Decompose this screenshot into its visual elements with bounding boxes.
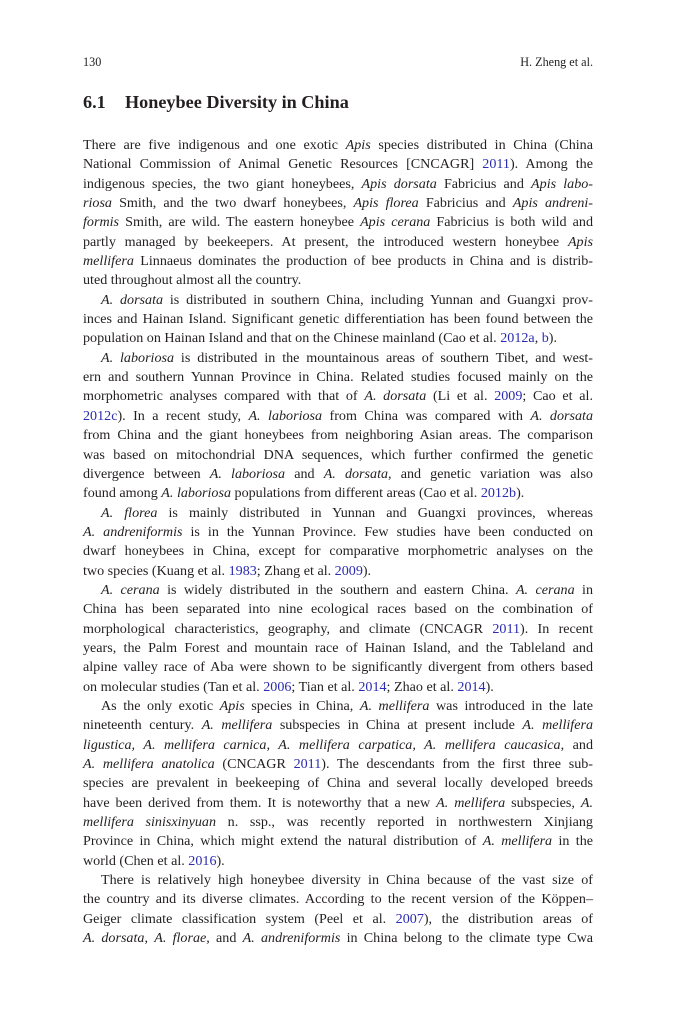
text-run: ; Zhang et al. [256, 562, 335, 579]
text-line [83, 387, 593, 406]
text-run: ; Tian et al. [291, 678, 359, 695]
text-line [83, 774, 593, 793]
italic-text: A. mellifera [522, 717, 593, 734]
text-run: Fabricius is both wild and [430, 214, 594, 231]
text-run: , and [206, 930, 243, 947]
text-run: National Commission of Animal Genetic Resources [CNCAGR] [83, 156, 483, 173]
italic-text: A. dorsata [530, 407, 593, 424]
italic-text: A. dorsata [323, 465, 389, 482]
italic-text: mellifera [83, 253, 134, 270]
text-line [83, 407, 593, 426]
text-line [83, 542, 593, 561]
text-run: subspecies, [505, 794, 581, 811]
italic-text: A. mellifera [201, 717, 273, 734]
citation-link[interactable]: 2012a [500, 330, 535, 347]
text-run: ). [548, 330, 557, 347]
paragraph [83, 697, 593, 871]
text-run: alpine valley race of Aba were shown to be significantly divergent from others based [83, 659, 593, 676]
paragraph [83, 504, 593, 581]
paragraph [83, 581, 593, 697]
italic-text: Apis florea [353, 195, 419, 212]
citation-link[interactable]: 2016 [188, 852, 217, 869]
text-run: populations from different areas (Cao et al. [231, 485, 481, 502]
text-run: Smith, are wild. The eastern honeybee [119, 214, 361, 231]
text-line [83, 213, 593, 232]
text-run: There are five indigenous and one exotic [83, 137, 346, 153]
text-line [83, 852, 593, 871]
italic-text: A. andreniformis [242, 930, 341, 947]
text-run: Smith, and the two dwarf honeybees, [111, 195, 354, 212]
text-run: found among [83, 485, 162, 502]
citation-link[interactable]: 2009 [334, 562, 363, 579]
citation-link[interactable]: b [541, 330, 549, 347]
italic-text: formis [83, 214, 120, 231]
text-run: two species (Kuang et al. [83, 562, 229, 579]
text-run: in the [552, 833, 593, 850]
citation-link[interactable]: 2007 [395, 910, 424, 927]
italic-text: A. mellifera anatolica [83, 756, 215, 772]
text-line [83, 175, 593, 194]
citation-link[interactable]: 2012c [83, 407, 118, 424]
paragraph [83, 291, 593, 349]
italic-text: Apis labo- [531, 175, 593, 192]
text-run: on molecular studies (Tan et al. [83, 678, 264, 695]
section-number: 6.1 [83, 92, 106, 112]
text-run: years, the Palm Forest and mountain race of Hainan Island, and the Tableland and [83, 639, 593, 656]
text-line [83, 890, 593, 909]
text-line [83, 271, 593, 290]
citation-link[interactable]: 2014 [358, 678, 387, 695]
italic-text: Apis andreni- [512, 195, 593, 212]
text-run: Fabricius and [436, 175, 532, 192]
italic-text: Apis [219, 697, 245, 714]
text-run: and [285, 465, 324, 482]
text-run: n. ssp., was recently reported in northwestern Xinjiang [216, 814, 593, 831]
text-line [83, 929, 593, 948]
text-line [83, 910, 593, 929]
text-line [83, 639, 593, 658]
text-run: ). [485, 678, 494, 695]
text-run: inces and Hainan Island. Significant genetic differentiation has been found between the [83, 311, 593, 328]
italic-text: Apis cerana [360, 214, 431, 231]
text-line [83, 368, 593, 387]
text-line [83, 504, 593, 523]
text-line [83, 813, 593, 832]
text-line [83, 523, 593, 542]
text-run: is distributed in the mountainous areas of southern Tibet, and west- [174, 349, 593, 366]
text-line [83, 716, 593, 735]
italic-text: A. florae [154, 930, 207, 947]
text-run: Linnaeus dominates the production of bee products in China and is distrib- [133, 253, 593, 270]
text-run: divergence between [83, 465, 210, 482]
text-line [83, 600, 593, 619]
text-run: indigenous species, the two giant honeybees, [83, 175, 362, 192]
text-run: (Li et al. [426, 388, 495, 405]
italic-text: A. florea [101, 504, 158, 521]
text-line [83, 562, 593, 581]
running-header [83, 54, 593, 70]
italic-text: Apis [567, 233, 593, 250]
page-number: 130 [83, 55, 102, 69]
text-run: have been derived from them. It is noteworthy that a new [83, 794, 437, 811]
italic-text: A. cerana [101, 581, 160, 598]
text-run: , and genetic variation was also [388, 465, 593, 482]
text-run: the country and its diverse climates. According to the recent version of the Köppen– [83, 891, 593, 908]
text-run: world (Chen et al. [83, 852, 189, 869]
running-head-authors: H. Zheng et al. [520, 55, 593, 69]
citation-link[interactable]: 2011 [492, 620, 521, 637]
text-run: from China and the giant honeybees from neighboring Asian areas. The comparison [83, 427, 593, 444]
text-run: was based on mitochondrial DNA sequences, which further confirmed the genetic [83, 446, 593, 463]
italic-text: A. dorsata [83, 930, 145, 947]
text-run: ). [516, 485, 525, 502]
text-run: is in the Yunnan Province. Few studies have been conducted on [182, 523, 593, 540]
text-line [83, 233, 593, 252]
citation-link[interactable]: 2012b [480, 485, 517, 502]
italic-text: A. laboriosa [209, 465, 286, 482]
text-run: Province in China, which might extend the natural distribution of [83, 833, 483, 850]
text-run: species distributed in China (China [370, 137, 593, 153]
italic-text: A. laboriosa [248, 407, 323, 424]
text-line [83, 349, 593, 368]
text-line [83, 697, 593, 716]
citation-link[interactable]: 2011 [293, 756, 322, 772]
text-run: As the only exotic [101, 697, 220, 714]
text-line [83, 310, 593, 329]
citation-link[interactable]: 2006 [263, 678, 292, 695]
text-line [83, 329, 593, 348]
text-run: , [534, 330, 542, 347]
text-run: from China was compared with [322, 407, 531, 424]
text-line [83, 252, 593, 271]
citation-link[interactable]: 1983 [228, 562, 257, 579]
text-run: ). In a recent study, [117, 407, 249, 424]
text-run: (CNCAGR [214, 756, 294, 772]
text-run: partly managed by beekeepers. At present, the introduced western honeybee [83, 233, 568, 250]
paragraph [83, 136, 593, 291]
paragraph [83, 871, 593, 948]
text-run: ). [216, 852, 225, 869]
text-line [83, 484, 593, 503]
text-run: ), the distribution areas of [423, 910, 593, 927]
text-line [83, 794, 593, 813]
text-run: in [574, 581, 593, 598]
body-text [83, 136, 593, 948]
text-run: ; Cao et al. [522, 388, 593, 405]
text-run: , and [560, 736, 593, 753]
text-run: morphological characteristics, geography, and climate (CNCAGR [83, 620, 493, 637]
text-line [83, 155, 593, 174]
italic-text: mellifera sinisxinyuan [83, 814, 216, 831]
italic-text: A. mellifera [436, 794, 506, 811]
section-heading [83, 91, 349, 113]
text-line [83, 136, 593, 155]
text-run: ). In recent [520, 620, 593, 637]
text-run: China has been separated into nine ecological races based on the combination of [83, 601, 593, 618]
text-line [83, 581, 593, 600]
text-run: species are prevalent in beekeeping of China and several locally developed breeds [83, 775, 593, 792]
italic-text: A. mellifera [482, 833, 553, 850]
italic-text: A. mellifera [359, 697, 430, 714]
italic-text: riosa [83, 195, 112, 212]
text-run: in China belong to the climate type Cwa [340, 930, 593, 947]
text-line [83, 620, 593, 639]
text-line [83, 446, 593, 465]
italic-text: Apis [345, 137, 371, 153]
text-run: Geiger climate classification system (Peel et al. [83, 910, 396, 927]
text-line [83, 291, 593, 310]
text-run: is distributed in southern China, including Yunnan and Guangxi prov- [163, 291, 593, 308]
italic-text: ligustica, A. mellifera carnica, A. mellifera carpatica, A. mellifera caucasica [83, 736, 561, 753]
text-run: There is relatively high honeybee diversity in China because of the vast size of [101, 872, 593, 889]
text-run: is mainly distributed in Yunnan and Guangxi provinces, whereas [157, 504, 593, 521]
text-run: Fabricius and [418, 195, 513, 212]
text-run: ). Among the [509, 156, 593, 173]
text-line [83, 678, 593, 697]
paragraph [83, 349, 593, 504]
text-run: nineteenth century. [83, 717, 202, 734]
text-run: ). [362, 562, 372, 579]
text-line [83, 832, 593, 851]
citation-link[interactable]: 2009 [494, 388, 523, 405]
italic-text: A. laboriosa [101, 349, 175, 366]
text-run: , [144, 930, 155, 947]
text-run: subspecies in China at present include [272, 717, 523, 734]
italic-text: A. dorsata [101, 291, 164, 308]
italic-text: A. cerana [515, 581, 575, 598]
italic-text: A. [580, 794, 593, 811]
text-line [83, 736, 593, 755]
text-run: is widely distributed in the southern and eastern China. [159, 581, 516, 598]
text-run: dwarf honeybees in China, except for comparative morphometric analyses on the [83, 543, 593, 560]
citation-link[interactable]: 2014 [457, 678, 486, 695]
citation-link[interactable]: 2011 [482, 156, 510, 173]
text-run: was introduced in the late [429, 697, 593, 714]
text-line [83, 426, 593, 445]
italic-text: A. dorsata [364, 388, 427, 405]
italic-text: Apis dorsata [361, 175, 437, 192]
italic-text: A. laboriosa [161, 485, 231, 502]
text-run: ). The descendants from the first three sub- [321, 756, 593, 772]
text-run: ; Zhao et al. [386, 678, 458, 695]
section-title: Honeybee Diversity in China [125, 92, 349, 112]
text-line [83, 871, 593, 890]
text-run: uted throughout almost all the country. [83, 272, 302, 289]
text-line [83, 658, 593, 677]
italic-text: A. andreniformis [83, 523, 183, 540]
text-line [83, 755, 593, 774]
text-line [83, 465, 593, 484]
text-run: morphometric analyses compared with that of [83, 388, 365, 405]
text-line [83, 194, 593, 213]
text-run: population on Hainan Island and that on the Chinese mainland (Cao et al. [83, 330, 501, 347]
text-run: ern and southern Yunnan Province in China. Related studies focused mainly on the [83, 369, 593, 386]
text-run: species in China, [244, 697, 360, 714]
